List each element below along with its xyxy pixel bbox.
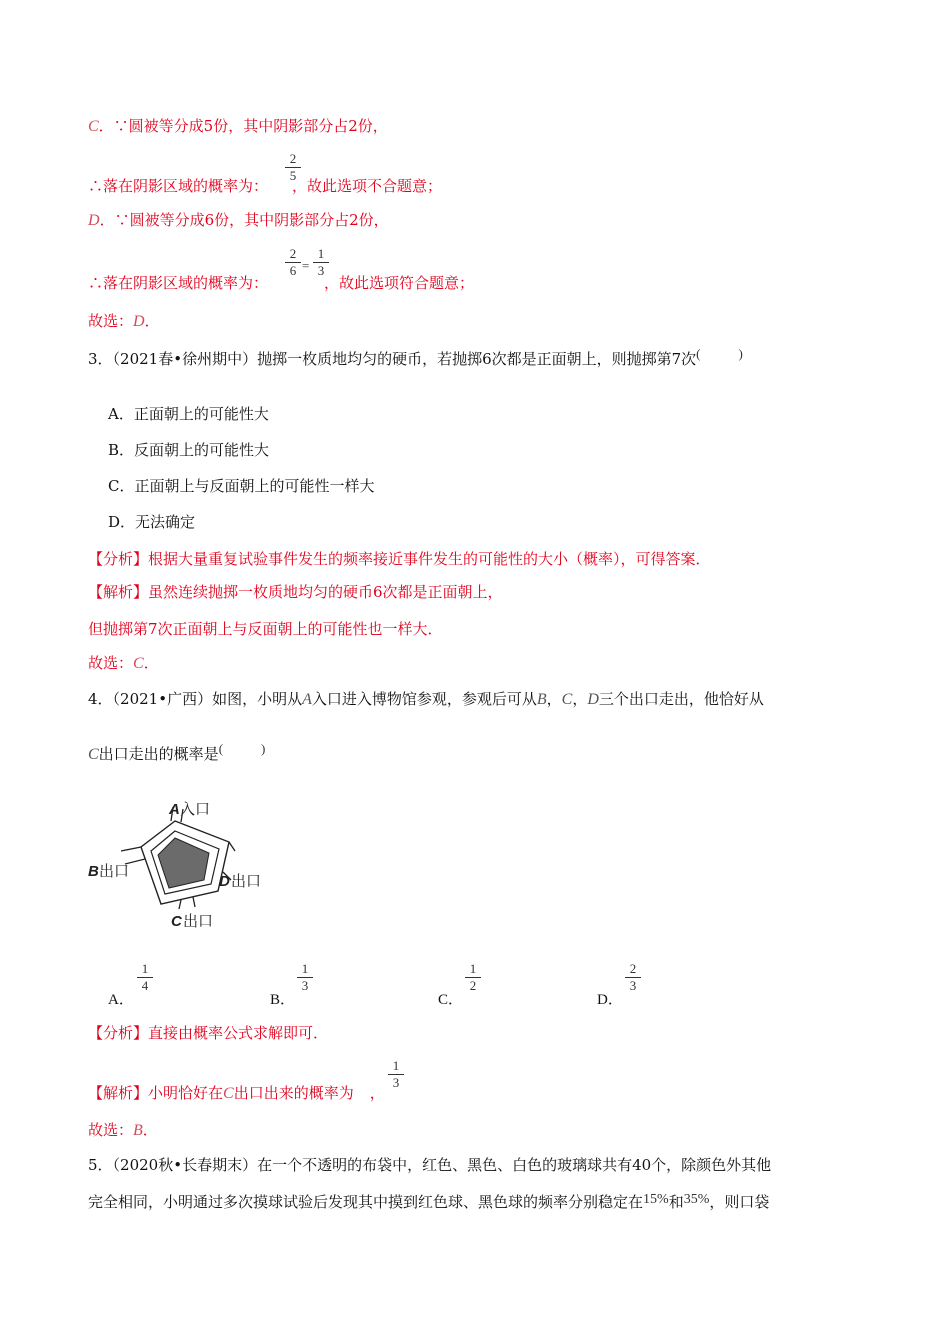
label-d-letter: D	[219, 873, 230, 890]
var-d: D	[587, 691, 599, 708]
percent-15: 15%	[643, 1192, 669, 1207]
q3-option-d: D．无法确定	[108, 513, 196, 531]
var-c: C	[561, 691, 573, 708]
var-d: D	[88, 212, 100, 229]
q4-solution-fraction	[388, 1059, 404, 1090]
label-c-letter: C	[171, 913, 182, 930]
analysis-text: 根据大量重复试验事件发生的频率接近事件发生的可能性的大小（概率），可得答案．	[148, 550, 711, 568]
q4-option-a-label: A．	[108, 992, 134, 1008]
solution-tag: 【解析】	[88, 1084, 149, 1102]
exit-c-path	[193, 897, 195, 907]
paren-open: (	[218, 741, 224, 756]
frac-den: 3	[301, 978, 309, 993]
solution-text: 出口出来的概率为	[233, 1084, 354, 1102]
frac-num: 1	[388, 1059, 404, 1075]
q2-option-d-line	[88, 210, 389, 231]
q3-stem	[88, 346, 743, 370]
q2-d-text: ．∵圆被等分成6份，其中阴影部分占2份，	[99, 211, 389, 229]
var-c: C	[223, 1085, 234, 1102]
q4-option-d-fraction	[625, 962, 641, 993]
paren-close: )	[261, 741, 266, 756]
frac-den: 3	[629, 978, 637, 993]
label-a-letter: A	[169, 801, 180, 818]
solution-text: ，	[369, 1084, 385, 1102]
frac-num: 2	[625, 962, 641, 978]
var-c: C	[88, 118, 99, 135]
label-b-text: 出口	[99, 863, 130, 880]
analysis-tag: 【分析】	[88, 1024, 149, 1042]
q4-solution	[88, 1083, 385, 1104]
q4-option-c-fraction	[465, 962, 481, 993]
frac-num: 1	[137, 962, 153, 978]
q4-answer	[88, 1120, 158, 1141]
exit-c-path	[179, 900, 181, 909]
answer-suffix: ．	[142, 1121, 158, 1139]
frac-den: 3	[317, 263, 325, 278]
frac-num: 2	[285, 152, 301, 168]
q4-stem-part: 入口进入博物馆参观，参观后可从	[311, 690, 537, 708]
shaded-pentagon	[158, 838, 209, 888]
q2-option-c-line	[88, 116, 388, 137]
frac-den: 6	[289, 263, 297, 278]
solution-text: 小明恰好在	[148, 1084, 224, 1102]
equals-sign: =	[302, 258, 310, 273]
q4-analysis	[88, 1023, 328, 1043]
q5-stem-line-1: 5．（2020秋•长春期末）在一个不透明的布袋中，红色、黑色、白色的玻璃球共有40个，除颜色外其他	[88, 1156, 772, 1174]
answer-suffix: ．	[144, 312, 160, 330]
q4-option-b-label: B．	[270, 992, 296, 1008]
q3-solution-2: 但抛掷第7次正面朝上与反面朝上的可能性也一样大．	[88, 620, 443, 638]
q4-option-a-fraction	[137, 962, 153, 993]
label-c-text: 出口	[183, 913, 214, 930]
comma: ，	[572, 690, 588, 708]
analysis-text: 直接由概率公式求解即可．	[148, 1024, 329, 1042]
frac-den: 3	[392, 1075, 400, 1090]
museum-pentagon-figure	[85, 793, 285, 933]
frac-den: 5	[289, 168, 297, 183]
q5-stem-part: 完全相同，小明通过多次摸球试验后发现其中摸到红色球、黑色球的频率分别稳定在	[88, 1193, 644, 1211]
q2-d-result-line	[88, 273, 474, 293]
answer-suffix: ．	[143, 654, 159, 672]
q4-option-c-label: C．	[438, 992, 464, 1008]
q2-c-result-line	[88, 176, 442, 196]
label-b-letter: B	[88, 863, 99, 880]
exit-d-path	[229, 842, 235, 851]
q4-stem-line-1	[88, 689, 764, 710]
answer-prefix: 故选：	[88, 654, 134, 672]
q3-option-b: B．反面朝上的可能性大	[108, 441, 270, 459]
q3-option-a: A．正面朝上的可能性大	[108, 405, 269, 423]
frac-num: 1	[465, 962, 481, 978]
q3-analysis	[88, 549, 711, 569]
var-c: C	[88, 746, 99, 763]
frac-num: 1	[297, 962, 313, 978]
analysis-tag: 【分析】	[88, 550, 149, 568]
solution-tag: 【解析】	[88, 583, 149, 601]
q4-stem-part: 三个出口走出，他恰好从	[598, 690, 764, 708]
q5-stem-line-2	[88, 1192, 769, 1214]
q4-option-b-fraction	[297, 962, 313, 993]
q3-answer	[88, 653, 159, 674]
frac-den: 2	[469, 978, 477, 993]
q3-option-c: C．正面朝上与反面朝上的可能性一样大	[108, 477, 375, 495]
q2-d-result-suffix: ，故此选项符合题意；	[324, 274, 475, 292]
answer-letter: B	[133, 1122, 143, 1139]
label-d-text: 出口	[231, 873, 262, 890]
var-a: A	[302, 691, 312, 708]
q4-stem-part: 出口走出的概率是	[98, 745, 219, 763]
q2-d-result-prefix: ∴落在阴影区域的概率为：	[88, 274, 269, 292]
q3-solution-1	[88, 582, 503, 602]
solution-text: 虽然连续抛掷一枚质地均匀的硬币6次都是正面朝上，	[148, 583, 503, 601]
paren-close: )	[738, 346, 743, 361]
q2-answer	[88, 311, 160, 332]
answer-prefix: 故选：	[88, 312, 134, 330]
label-a-text: 入口	[180, 801, 211, 818]
answer-letter: D	[133, 313, 145, 330]
exit-b-path	[121, 847, 141, 851]
comma: ，	[546, 690, 562, 708]
answer-letter: C	[133, 655, 144, 672]
q2-c-result-suffix: ，故此选项不合题意；	[292, 177, 443, 195]
q3-stem-text: 3．（2021春•徐州期中）抛掷一枚质地均匀的硬币，若抛掷6次都是正面朝上，则抛掷第7次	[88, 350, 697, 368]
q5-stem-part: 和	[668, 1193, 684, 1211]
frac-num: 2	[285, 247, 301, 263]
var-b: B	[536, 691, 547, 708]
frac-den: 4	[141, 978, 149, 993]
q4-stem-line-2	[88, 741, 266, 765]
paren-open: (	[696, 346, 701, 361]
q2-c-text: ．∵圆被等分成5份，其中阴影部分占2份，	[98, 117, 388, 135]
q4-stem-part: 4．（2021•广西）如图，小明从	[88, 690, 303, 708]
q4-option-d-label: D．	[597, 992, 623, 1008]
frac-num: 1	[313, 247, 329, 263]
q5-stem-part: ，则口袋	[709, 1193, 770, 1211]
answer-prefix: 故选：	[88, 1121, 134, 1139]
percent-35: 35%	[683, 1192, 710, 1207]
q2-c-result-prefix: ∴落在阴影区域的概率为：	[88, 177, 269, 195]
